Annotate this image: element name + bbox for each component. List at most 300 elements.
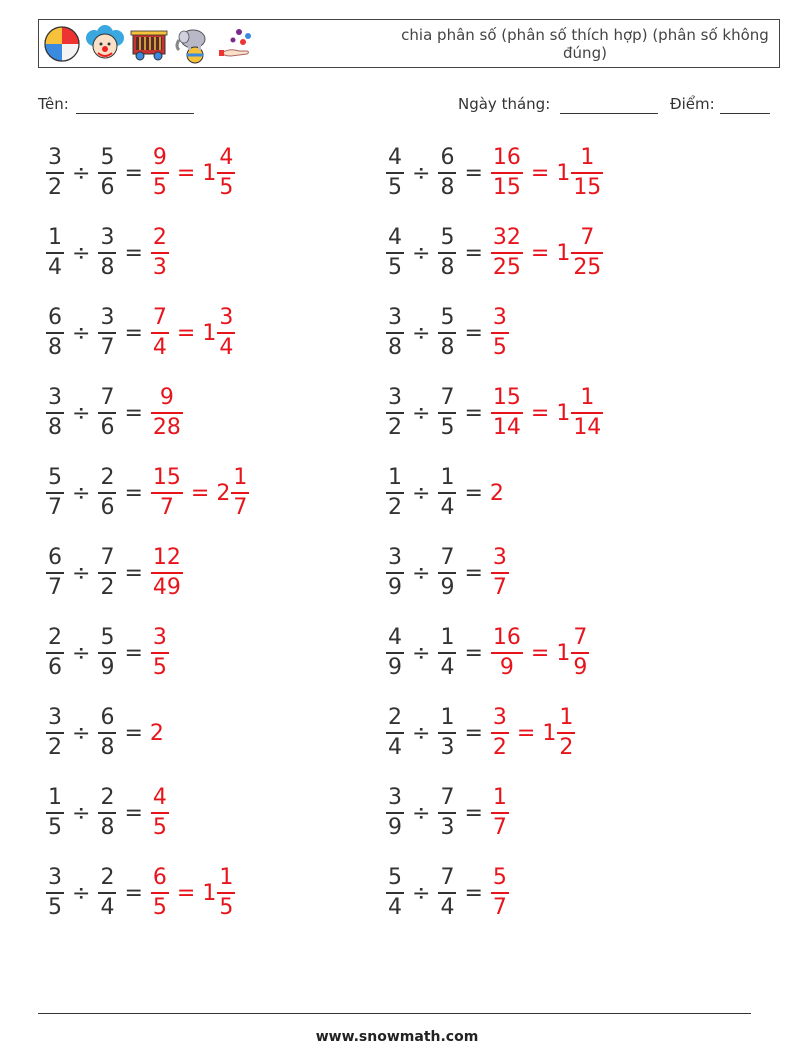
dividend-fraction bbox=[46, 145, 64, 201]
answer bbox=[490, 385, 604, 441]
fraction-bar bbox=[46, 252, 64, 254]
footer-site: www.snowmath.com bbox=[315, 1029, 479, 1045]
denominator: 7 bbox=[159, 495, 174, 520]
numerator: 6 bbox=[152, 865, 167, 890]
date-label: Ngày tháng: bbox=[458, 95, 551, 113]
problem-18 bbox=[385, 780, 510, 846]
denominator: 14 bbox=[573, 415, 602, 440]
divisor-fraction bbox=[98, 785, 116, 841]
answer-equals-sign: = bbox=[190, 480, 210, 506]
numerator: 7 bbox=[440, 545, 455, 570]
divide-sign: ÷ bbox=[72, 640, 91, 666]
fraction-bar bbox=[151, 172, 169, 174]
equals-sign: = bbox=[124, 720, 143, 746]
answer-equals-sign: = bbox=[530, 160, 550, 186]
denominator: 2 bbox=[100, 575, 115, 600]
divide-sign: ÷ bbox=[412, 240, 431, 266]
fraction-bar bbox=[386, 812, 404, 814]
divide-sign: ÷ bbox=[72, 800, 91, 826]
fraction-bar bbox=[98, 252, 116, 254]
divisor-fraction bbox=[98, 465, 116, 521]
footer-divider bbox=[38, 1013, 751, 1014]
divisor-fraction bbox=[98, 305, 116, 361]
fraction-bar bbox=[438, 732, 456, 734]
fraction-bar bbox=[151, 652, 169, 654]
denominator: 5 bbox=[152, 815, 167, 840]
numerator: 5 bbox=[440, 225, 455, 250]
answer-fraction bbox=[151, 385, 183, 441]
equals-sign: = bbox=[464, 480, 483, 506]
divisor-fraction bbox=[98, 705, 116, 761]
numerator: 3 bbox=[492, 305, 507, 330]
fraction-bar bbox=[98, 492, 116, 494]
numerator: 3 bbox=[219, 305, 234, 330]
answer bbox=[150, 145, 236, 201]
divide-sign: ÷ bbox=[72, 160, 91, 186]
answer-fraction bbox=[491, 785, 509, 841]
fraction-bar bbox=[46, 412, 64, 414]
answer-fraction bbox=[151, 145, 169, 201]
answer-fraction bbox=[151, 785, 169, 841]
denominator: 7 bbox=[233, 495, 248, 520]
denominator: 3 bbox=[440, 815, 455, 840]
dividend-fraction bbox=[386, 785, 404, 841]
answer bbox=[150, 865, 236, 921]
numerator: 9 bbox=[152, 145, 167, 170]
denominator: 5 bbox=[219, 175, 234, 200]
fraction-bar bbox=[386, 172, 404, 174]
denominator: 49 bbox=[152, 575, 181, 600]
mixed-number bbox=[556, 145, 604, 201]
answer-whole: 2 bbox=[149, 720, 164, 746]
numerator: 32 bbox=[492, 225, 521, 250]
denominator: 8 bbox=[48, 415, 62, 440]
denominator: 4 bbox=[48, 255, 62, 280]
denominator: 9 bbox=[388, 575, 402, 600]
numerator: 9 bbox=[159, 385, 174, 410]
numerator: 5 bbox=[100, 625, 115, 650]
numerator: 1 bbox=[492, 785, 507, 810]
mixed-number bbox=[556, 625, 590, 681]
mixed-whole: 1 bbox=[202, 320, 217, 346]
denominator: 5 bbox=[48, 815, 62, 840]
fraction-bar bbox=[438, 652, 456, 654]
denominator: 9 bbox=[573, 655, 588, 680]
divisor-fraction bbox=[438, 705, 456, 761]
divisor-fraction bbox=[438, 305, 456, 361]
fraction-bar bbox=[491, 812, 509, 814]
name-label: Tên: bbox=[38, 95, 69, 113]
fraction-bar bbox=[217, 332, 235, 334]
divide-sign: ÷ bbox=[72, 720, 91, 746]
denominator: 3 bbox=[440, 735, 455, 760]
numerator: 1 bbox=[219, 865, 234, 890]
numerator: 3 bbox=[48, 385, 62, 410]
denominator: 5 bbox=[152, 175, 167, 200]
numerator: 7 bbox=[573, 625, 588, 650]
denominator: 5 bbox=[492, 335, 507, 360]
dividend-fraction bbox=[46, 385, 64, 441]
denominator: 9 bbox=[499, 655, 514, 680]
fraction-bar bbox=[46, 652, 64, 654]
numerator: 3 bbox=[492, 705, 507, 730]
mixed-fraction bbox=[231, 465, 249, 521]
fraction-bar bbox=[386, 492, 404, 494]
problem-3 bbox=[45, 220, 170, 286]
answer-equals-sign: = bbox=[176, 320, 196, 346]
numerator: 5 bbox=[492, 865, 507, 890]
numerator: 6 bbox=[100, 705, 115, 730]
answer bbox=[150, 385, 184, 441]
fraction-bar bbox=[231, 492, 249, 494]
numerator: 1 bbox=[388, 465, 402, 490]
dividend-fraction bbox=[386, 305, 404, 361]
mixed-whole: 1 bbox=[556, 240, 571, 266]
divide-sign: ÷ bbox=[72, 480, 91, 506]
mixed-whole: 1 bbox=[202, 160, 217, 186]
numerator: 3 bbox=[152, 625, 167, 650]
fraction-bar bbox=[98, 572, 116, 574]
answer bbox=[490, 625, 590, 681]
numerator: 7 bbox=[440, 385, 455, 410]
divide-sign: ÷ bbox=[412, 480, 431, 506]
denominator: 14 bbox=[492, 415, 521, 440]
denominator: 25 bbox=[573, 255, 602, 280]
divisor-fraction bbox=[98, 385, 116, 441]
fraction-bar bbox=[217, 172, 235, 174]
answer-equals-sign: = bbox=[530, 240, 550, 266]
problem-8 bbox=[385, 380, 604, 446]
divide-sign: ÷ bbox=[412, 400, 431, 426]
answer bbox=[490, 145, 604, 201]
dividend-fraction bbox=[386, 225, 404, 281]
denominator: 5 bbox=[152, 655, 167, 680]
divide-sign: ÷ bbox=[412, 560, 431, 586]
fraction-bar bbox=[438, 892, 456, 894]
numerator: 2 bbox=[100, 865, 115, 890]
problem-15 bbox=[45, 700, 164, 766]
dividend-fraction bbox=[386, 465, 404, 521]
divide-sign: ÷ bbox=[72, 240, 91, 266]
numerator: 7 bbox=[440, 785, 455, 810]
fraction-bar bbox=[491, 332, 509, 334]
mixed-fraction bbox=[217, 305, 235, 361]
equals-sign: = bbox=[464, 320, 483, 346]
denominator: 9 bbox=[388, 815, 402, 840]
numerator: 6 bbox=[48, 545, 62, 570]
answer-fraction bbox=[151, 865, 169, 921]
answer-equals-sign: = bbox=[516, 720, 536, 746]
answer bbox=[150, 545, 184, 601]
divide-sign: ÷ bbox=[72, 400, 91, 426]
mixed-number bbox=[202, 865, 236, 921]
equals-sign: = bbox=[124, 240, 143, 266]
denominator: 6 bbox=[48, 655, 62, 680]
denominator: 8 bbox=[388, 335, 402, 360]
denominator: 8 bbox=[100, 735, 115, 760]
fraction-bar bbox=[386, 732, 404, 734]
numerator: 3 bbox=[100, 305, 115, 330]
fraction-bar bbox=[438, 572, 456, 574]
dividend-fraction bbox=[46, 305, 64, 361]
divide-sign: ÷ bbox=[412, 880, 431, 906]
numerator: 7 bbox=[440, 865, 455, 890]
fraction-bar bbox=[491, 572, 509, 574]
fraction-bar bbox=[386, 652, 404, 654]
equals-sign: = bbox=[124, 800, 143, 826]
numerator: 1 bbox=[440, 705, 455, 730]
problem-7 bbox=[45, 380, 184, 446]
mixed-number bbox=[542, 705, 576, 761]
fraction-bar bbox=[98, 332, 116, 334]
equals-sign: = bbox=[124, 320, 143, 346]
mixed-whole: 1 bbox=[556, 640, 571, 666]
denominator: 2 bbox=[559, 735, 574, 760]
denominator: 2 bbox=[48, 175, 62, 200]
divisor-fraction bbox=[438, 625, 456, 681]
fraction-bar bbox=[151, 492, 183, 494]
divisor-fraction bbox=[438, 465, 456, 521]
numerator: 3 bbox=[492, 545, 507, 570]
numerator: 2 bbox=[100, 785, 115, 810]
problem-5 bbox=[45, 300, 236, 366]
answer bbox=[490, 481, 504, 506]
answer-equals-sign: = bbox=[176, 880, 196, 906]
answer bbox=[490, 225, 604, 281]
fraction-bar bbox=[491, 652, 523, 654]
denominator: 15 bbox=[573, 175, 602, 200]
fraction-bar bbox=[491, 172, 523, 174]
numerator: 1 bbox=[580, 145, 595, 170]
answer-fraction bbox=[491, 305, 509, 361]
denominator: 4 bbox=[440, 895, 455, 920]
numerator: 3 bbox=[388, 785, 402, 810]
numerator: 2 bbox=[152, 225, 167, 250]
fraction-bar bbox=[217, 892, 235, 894]
mixed-number bbox=[202, 305, 236, 361]
equals-sign: = bbox=[124, 160, 143, 186]
denominator: 8 bbox=[48, 335, 62, 360]
answer bbox=[490, 305, 510, 361]
fraction-bar bbox=[98, 732, 116, 734]
numerator: 7 bbox=[152, 305, 167, 330]
fraction-bar bbox=[491, 892, 509, 894]
mixed-number bbox=[556, 225, 604, 281]
denominator: 28 bbox=[152, 415, 181, 440]
denominator: 2 bbox=[492, 735, 507, 760]
fraction-bar bbox=[151, 572, 183, 574]
denominator: 6 bbox=[100, 415, 115, 440]
denominator: 3 bbox=[152, 255, 167, 280]
problem-1 bbox=[45, 140, 236, 206]
divisor-fraction bbox=[98, 865, 116, 921]
mixed-whole: 2 bbox=[216, 480, 231, 506]
denominator: 8 bbox=[100, 255, 115, 280]
answer bbox=[490, 865, 510, 921]
denominator: 4 bbox=[440, 655, 455, 680]
dividend-fraction bbox=[386, 625, 404, 681]
answer bbox=[150, 785, 170, 841]
fraction-bar bbox=[46, 332, 64, 334]
problem-17 bbox=[45, 780, 170, 846]
numerator: 4 bbox=[152, 785, 167, 810]
answer bbox=[150, 465, 250, 521]
denominator: 6 bbox=[100, 175, 115, 200]
denominator: 7 bbox=[492, 575, 507, 600]
numerator: 3 bbox=[388, 305, 402, 330]
divisor-fraction bbox=[438, 385, 456, 441]
denominator: 7 bbox=[48, 495, 62, 520]
equals-sign: = bbox=[464, 560, 483, 586]
divide-sign: ÷ bbox=[412, 160, 431, 186]
numerator: 7 bbox=[580, 225, 595, 250]
problem-10 bbox=[385, 460, 504, 526]
fraction-bar bbox=[438, 492, 456, 494]
denominator: 4 bbox=[152, 335, 167, 360]
numerator: 5 bbox=[48, 465, 62, 490]
denominator: 4 bbox=[388, 895, 402, 920]
numerator: 2 bbox=[48, 625, 62, 650]
fraction-bar bbox=[557, 732, 575, 734]
numerator: 15 bbox=[152, 465, 181, 490]
numerator: 16 bbox=[492, 625, 521, 650]
divisor-fraction bbox=[438, 145, 456, 201]
divisor-fraction bbox=[438, 785, 456, 841]
fraction-bar bbox=[46, 492, 64, 494]
denominator: 7 bbox=[100, 335, 115, 360]
mixed-fraction bbox=[217, 865, 235, 921]
fraction-bar bbox=[438, 412, 456, 414]
numerator: 1 bbox=[440, 465, 455, 490]
numerator: 1 bbox=[580, 385, 595, 410]
answer-equals-sign: = bbox=[176, 160, 196, 186]
equals-sign: = bbox=[464, 400, 483, 426]
equals-sign: = bbox=[124, 400, 143, 426]
problem-13 bbox=[45, 620, 170, 686]
answer-fraction bbox=[151, 305, 169, 361]
divide-sign: ÷ bbox=[72, 560, 91, 586]
worksheet-title: chia phân số (phân số thích hợp) (phân số không đúng) bbox=[401, 26, 769, 62]
answer bbox=[150, 721, 164, 746]
dividend-fraction bbox=[46, 865, 64, 921]
problem-12 bbox=[385, 540, 510, 606]
denominator: 7 bbox=[492, 895, 507, 920]
mixed-whole: 1 bbox=[556, 400, 571, 426]
denominator: 5 bbox=[388, 255, 402, 280]
fraction-bar bbox=[386, 892, 404, 894]
fraction-bar bbox=[571, 412, 603, 414]
numerator: 16 bbox=[492, 145, 521, 170]
denominator: 6 bbox=[100, 495, 115, 520]
problem-16 bbox=[385, 700, 576, 766]
answer-fraction bbox=[151, 225, 169, 281]
numerator: 6 bbox=[48, 305, 62, 330]
problem-14 bbox=[385, 620, 590, 686]
dividend-fraction bbox=[46, 545, 64, 601]
numerator: 3 bbox=[388, 545, 402, 570]
dividend-fraction bbox=[46, 465, 64, 521]
equals-sign: = bbox=[124, 880, 143, 906]
mixed-fraction bbox=[571, 145, 603, 201]
answer bbox=[490, 545, 510, 601]
divide-sign: ÷ bbox=[412, 720, 431, 746]
denominator: 5 bbox=[48, 895, 62, 920]
mixed-fraction bbox=[571, 385, 603, 441]
denominator: 7 bbox=[48, 575, 62, 600]
divisor-fraction bbox=[98, 225, 116, 281]
numerator: 1 bbox=[559, 705, 574, 730]
denominator: 8 bbox=[440, 175, 455, 200]
numerator: 12 bbox=[152, 545, 181, 570]
denominator: 4 bbox=[219, 335, 234, 360]
fraction-bar bbox=[98, 652, 116, 654]
fraction-bar bbox=[46, 172, 64, 174]
answer-whole: 2 bbox=[489, 480, 504, 506]
denominator: 5 bbox=[440, 415, 455, 440]
denominator: 5 bbox=[219, 895, 234, 920]
dividend-fraction bbox=[46, 705, 64, 761]
denominator: 7 bbox=[492, 815, 507, 840]
fraction-bar bbox=[438, 332, 456, 334]
divide-sign: ÷ bbox=[412, 640, 431, 666]
numerator: 5 bbox=[100, 145, 115, 170]
denominator: 2 bbox=[388, 495, 402, 520]
denominator: 4 bbox=[100, 895, 115, 920]
dividend-fraction bbox=[386, 385, 404, 441]
answer bbox=[490, 705, 576, 761]
mixed-whole: 1 bbox=[542, 720, 557, 746]
numerator: 3 bbox=[48, 145, 62, 170]
divisor-fraction bbox=[438, 225, 456, 281]
equals-sign: = bbox=[464, 240, 483, 266]
fraction-bar bbox=[438, 172, 456, 174]
answer-equals-sign: = bbox=[530, 640, 550, 666]
denominator: 2 bbox=[48, 735, 62, 760]
fraction-bar bbox=[98, 172, 116, 174]
fraction-bar bbox=[386, 332, 404, 334]
numerator: 1 bbox=[440, 625, 455, 650]
answer-fraction bbox=[151, 465, 183, 521]
fraction-bar bbox=[386, 252, 404, 254]
problem-11 bbox=[45, 540, 184, 606]
numerator: 5 bbox=[388, 865, 402, 890]
mixed-fraction bbox=[217, 145, 235, 201]
equals-sign: = bbox=[464, 720, 483, 746]
answer bbox=[150, 625, 170, 681]
answer-fraction bbox=[491, 385, 523, 441]
denominator: 4 bbox=[440, 495, 455, 520]
mixed-whole: 1 bbox=[556, 160, 571, 186]
fraction-bar bbox=[151, 812, 169, 814]
numerator: 7 bbox=[100, 385, 115, 410]
fraction-bar bbox=[491, 412, 523, 414]
divide-sign: ÷ bbox=[72, 880, 91, 906]
denominator: 8 bbox=[440, 335, 455, 360]
denominator: 8 bbox=[100, 815, 115, 840]
fraction-bar bbox=[151, 252, 169, 254]
numerator: 7 bbox=[100, 545, 115, 570]
denominator: 2 bbox=[388, 415, 402, 440]
mixed-number bbox=[556, 385, 604, 441]
fraction-bar bbox=[571, 652, 589, 654]
fraction-bar bbox=[46, 892, 64, 894]
answer-fraction bbox=[491, 225, 523, 281]
numerator: 3 bbox=[388, 385, 402, 410]
divisor-fraction bbox=[98, 545, 116, 601]
problem-20 bbox=[385, 860, 510, 926]
denominator: 25 bbox=[492, 255, 521, 280]
denominator: 9 bbox=[388, 655, 402, 680]
